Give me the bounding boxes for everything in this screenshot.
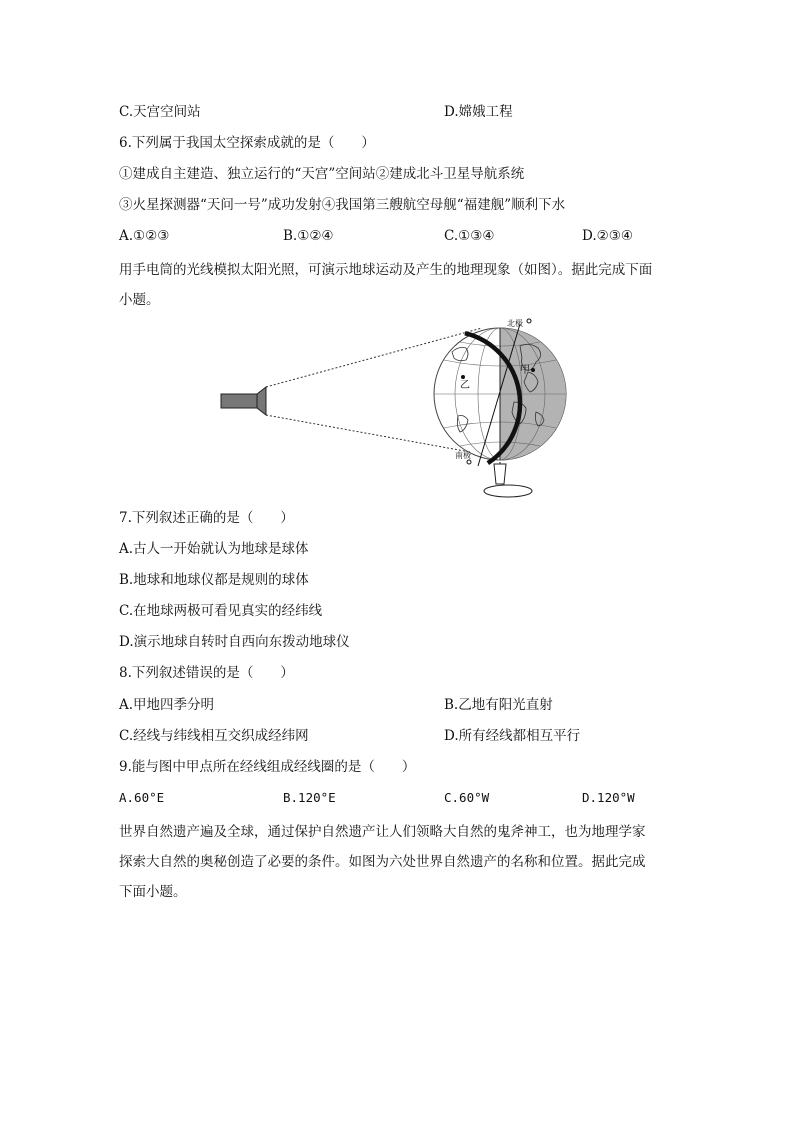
q7-option-b: B.地球和地球仪都是规则的球体 xyxy=(119,572,309,588)
q8-option-b: B.乙地有阳光直射 xyxy=(444,697,553,713)
south-pole-label: 南极 xyxy=(455,451,471,460)
q7-stem: 7.下列叙述正确的是（ ） xyxy=(119,510,294,526)
q6-option-a: A.①②③ xyxy=(119,228,170,244)
intro1-line1: 用手电筒的光线模拟太阳光照，可演示地球运动及产生的地理现象（如图）。据此完成下面 xyxy=(119,262,653,278)
q6-option-c: C.①③④ xyxy=(444,228,495,244)
q9-option-c: C.60°W xyxy=(444,790,490,805)
q6-option-b: B.①②④ xyxy=(283,228,334,244)
point-yi-label: 乙 xyxy=(460,380,470,391)
point-jia-marker xyxy=(531,368,535,372)
north-pole-label: 北极 xyxy=(507,319,523,328)
q8-option-a: A.甲地四季分明 xyxy=(119,697,215,713)
q5-option-c: C.天宫空间站 xyxy=(119,104,201,120)
q7-option-a: A.古人一开始就认为地球是球体 xyxy=(119,541,309,557)
globe xyxy=(434,326,566,464)
q9-option-a: A.60°E xyxy=(119,790,165,805)
q6-stem: 6.下列属于我国太空探索成就的是（ ） xyxy=(119,135,375,151)
globe-stand xyxy=(484,462,532,497)
point-yi-marker xyxy=(461,375,465,379)
q8-option-d: D.所有经线都相互平行 xyxy=(444,728,581,744)
globe-figure xyxy=(210,312,590,502)
q6-items-line1: ①建成自主建造、独立运行的“天宫”空间站②建成北斗卫星导航系统 xyxy=(119,166,525,182)
q9-option-d: D.120°W xyxy=(582,790,635,805)
q8-option-c: C.经线与纬线相互交织成经纬网 xyxy=(119,728,309,744)
point-jia-label: 甲 xyxy=(520,365,530,376)
q9-stem: 9.能与图中甲点所在经线组成经线圈的是（ ） xyxy=(119,759,416,775)
q6-items-line2: ③火星探测器“天问一号”成功发射④我国第三艘航空母舰“福建舰”顺利下水 xyxy=(119,197,566,213)
intro1-line2: 小题。 xyxy=(119,292,160,308)
q7-option-d: D.演示地球自转时自西向东拨动地球仪 xyxy=(119,634,350,650)
intro2-line1: 世界自然遗产遍及全球，通过保护自然遗产让人们领略大自然的鬼斧神工，也为地理学家 xyxy=(119,824,646,840)
intro2-line3: 下面小题。 xyxy=(119,884,187,900)
q9-option-b: B.120°E xyxy=(283,790,336,805)
q7-option-c: C.在地球两极可看见真实的经纬线 xyxy=(119,603,323,619)
q5-option-d: D.嫦娥工程 xyxy=(444,104,513,120)
flashlight-icon xyxy=(221,387,266,415)
q6-option-d: D.②③④ xyxy=(582,228,633,244)
q8-stem: 8.下列叙述错误的是（ ） xyxy=(119,665,294,681)
intro2-line2: 探索大自然的奥秘创造了必要的条件。如图为六处世界自然遗产的名称和位置。据此完成 xyxy=(119,854,646,870)
